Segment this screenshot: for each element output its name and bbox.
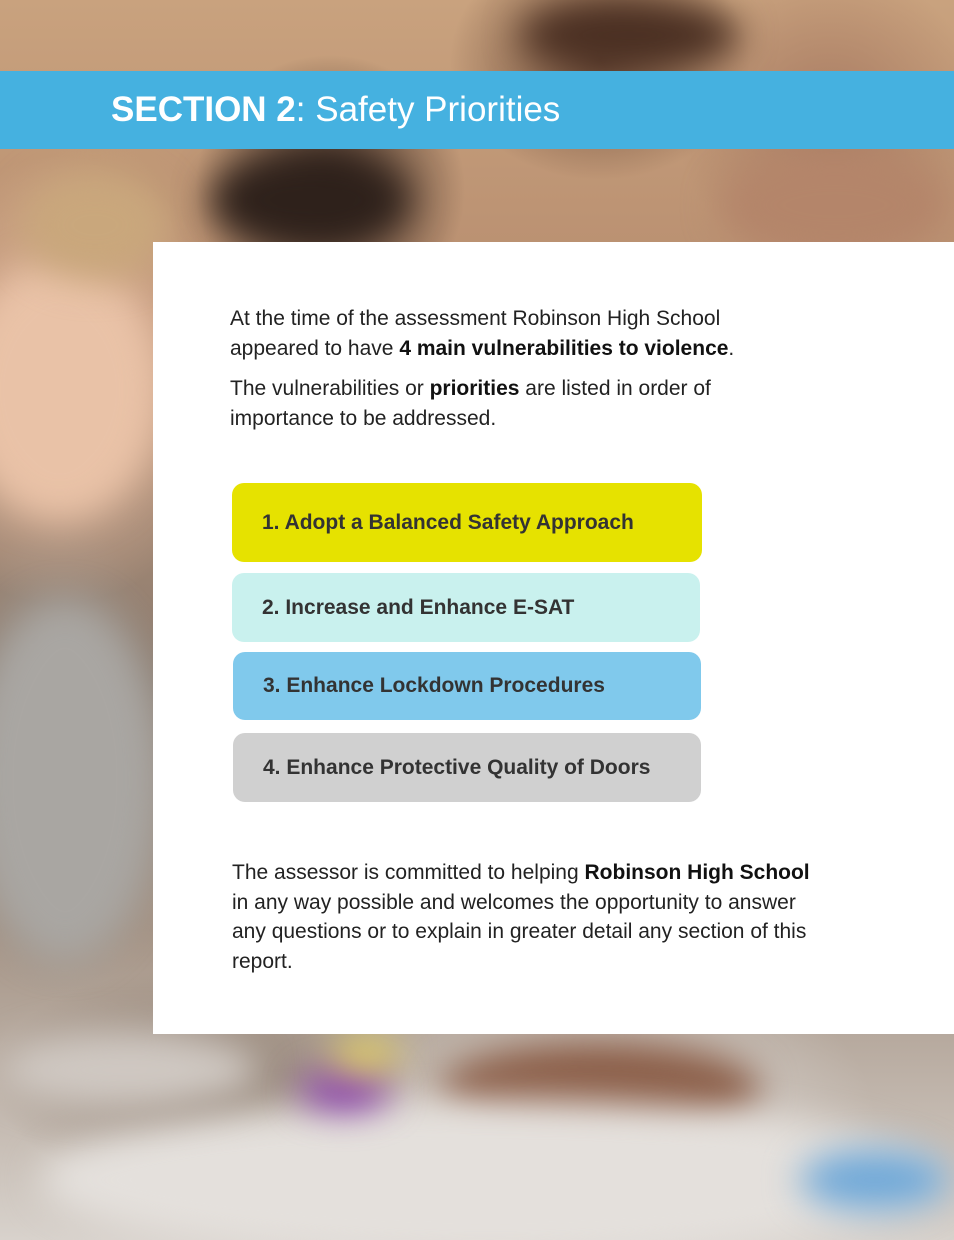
closing-paragraph (232, 858, 812, 976)
photo-blur-face-left (0, 260, 160, 520)
photo-blur-paper (0, 1030, 260, 1110)
photo-blur-crayon (330, 1040, 400, 1070)
photo-blur-pencil (300, 1070, 390, 1110)
photo-blur-sweater (0, 600, 160, 960)
section-label: SECTION 2 (111, 90, 296, 129)
intro-text-2a: The vulnerabilities or (230, 377, 430, 400)
closing-text-a: The assessor is committed to helping (232, 861, 585, 884)
closing-text-bold: Robinson High School (584, 861, 810, 884)
photo-blur-hair-left (20, 170, 170, 280)
priority-1: 1. Adopt a Balanced Safety Approach (232, 483, 702, 562)
photo-blur-hair-top (520, 0, 740, 70)
photo-blur-crayons-right (800, 1150, 950, 1210)
intro-text (230, 304, 790, 444)
intro-paragraph-1 (230, 304, 790, 364)
priority-4: 4. Enhance Protective Quality of Doors (233, 733, 701, 802)
priority-3: 3. Enhance Lockdown Procedures (233, 652, 701, 720)
intro-text-1-bold: 4 main vulnerabilities to violence (399, 337, 729, 360)
content-card (153, 242, 954, 1034)
intro-text-1b: . (728, 337, 735, 360)
section-name: Safety Priorities (305, 90, 561, 129)
intro-paragraph-2 (230, 374, 790, 434)
priority-2: 2. Increase and Enhance E-SAT (232, 573, 700, 642)
intro-text-1a: At the time of the assessment Robinson High School appeared to have (230, 307, 721, 360)
section-separator: : (295, 90, 306, 129)
intro-text-2b: are listed in order of importance to be addressed. (230, 377, 711, 430)
intro-text-2-bold: priorities (429, 377, 520, 400)
photo-blur-dark-hair (210, 150, 410, 250)
closing-text-b: in any way possible and welcomes the opportunity to answer any questions or to explain in greater detail any section of this report. (232, 890, 807, 973)
section-title (111, 88, 560, 132)
